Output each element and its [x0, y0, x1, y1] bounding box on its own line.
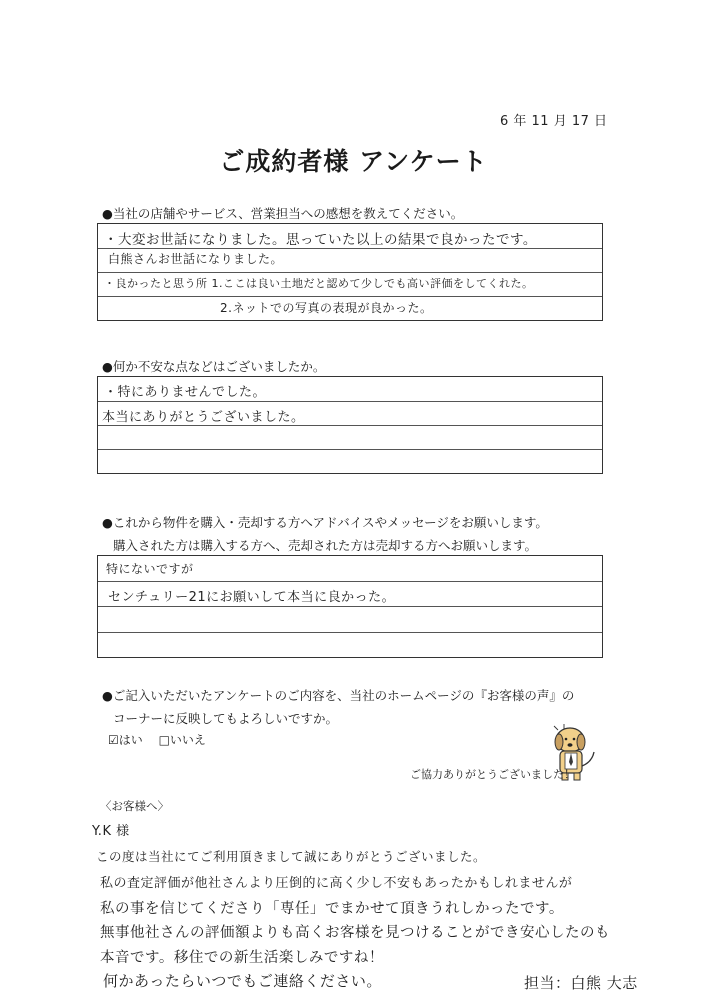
letter-line: 私の事を信じてくださり「専任」でまかせて頂きうれしかったです。 — [100, 901, 564, 917]
question-1: ●当社の店舗やサービス、営業担当への感想を教えてください。 — [102, 206, 464, 221]
letter-line: 本音です。移住での新生活楽しみですね！ — [100, 950, 384, 966]
answer-line: ・大変お世話になりました。思っていた以上の結果で良かったです。 — [104, 232, 537, 248]
survey-date: 6 年 11 月 17 日 — [500, 114, 608, 129]
publish-choice — [108, 731, 218, 748]
no-checkbox[interactable]: □いいえ — [158, 733, 206, 747]
answer-box-1 — [97, 223, 603, 321]
answer-line: 白熊さんお世話になりました。 — [108, 252, 284, 266]
rule-line — [98, 632, 602, 633]
letter-line: 私の査定評価が他社さんより圧倒的に高く少し不安もあったかもしれませんが — [100, 876, 573, 891]
page-title: ご成約者様 アンケート — [219, 147, 488, 176]
question-4: ●ご記入いただいたアンケートのご内容を、当社のホームページの『お客様の声』の — [102, 688, 575, 703]
rule-line — [98, 581, 602, 582]
rule-line — [98, 272, 602, 273]
rule-line — [98, 248, 602, 249]
answer-line: ・特にありませんでした。 — [104, 385, 267, 400]
letter-line: 無事他社さんの評価額よりも高くお客様を見つけることができ安心したのも — [100, 925, 610, 941]
answer-line: 本当にありがとうございました。 — [102, 410, 305, 425]
letter-line: 何かあったらいつでもご連絡ください。 — [103, 972, 382, 990]
answer-line: センチュリー21にお願いして本当に良かった。 — [108, 590, 396, 605]
letter-line: この度は当社にてご利用頂きまして誠にありがとうございました。 — [96, 849, 487, 864]
rule-line — [98, 296, 602, 297]
answer-line: 特にないですが — [106, 562, 194, 576]
rule-line — [98, 401, 602, 402]
customer-heading: 〈お客様へ〉 — [100, 799, 169, 813]
answer-box-2 — [97, 376, 603, 474]
question-3-sub: 購入された方は購入する方へ、売却された方は売却する方へお願いします。 — [113, 538, 538, 553]
answer-line: 2.ネットでの写真の表現が良かった。 — [220, 301, 433, 315]
question-2: ●何か不安な点などはございましたか。 — [102, 359, 326, 374]
yes-checkbox[interactable]: ☑はい — [108, 733, 143, 747]
thanks-message: ご協力ありがとうございました！ — [410, 768, 575, 781]
rule-line — [98, 449, 602, 450]
letter-line: Y.K 様 — [92, 824, 130, 839]
rule-line — [98, 606, 602, 607]
question-3: ●これから物件を購入・売却する方へアドバイスやメッセージをお願いします。 — [102, 515, 548, 530]
rule-line — [98, 425, 602, 426]
question-4-sub: コーナーに反映してもよろしいですか。 — [113, 711, 339, 726]
answer-line: ・良かったと思う所 1.ここは良い土地だと認めて少しでも高い評価をしてくれた。 — [104, 277, 534, 290]
staff-signature: 担当：白熊 大志 — [524, 974, 638, 992]
answer-box-3 — [97, 555, 603, 658]
